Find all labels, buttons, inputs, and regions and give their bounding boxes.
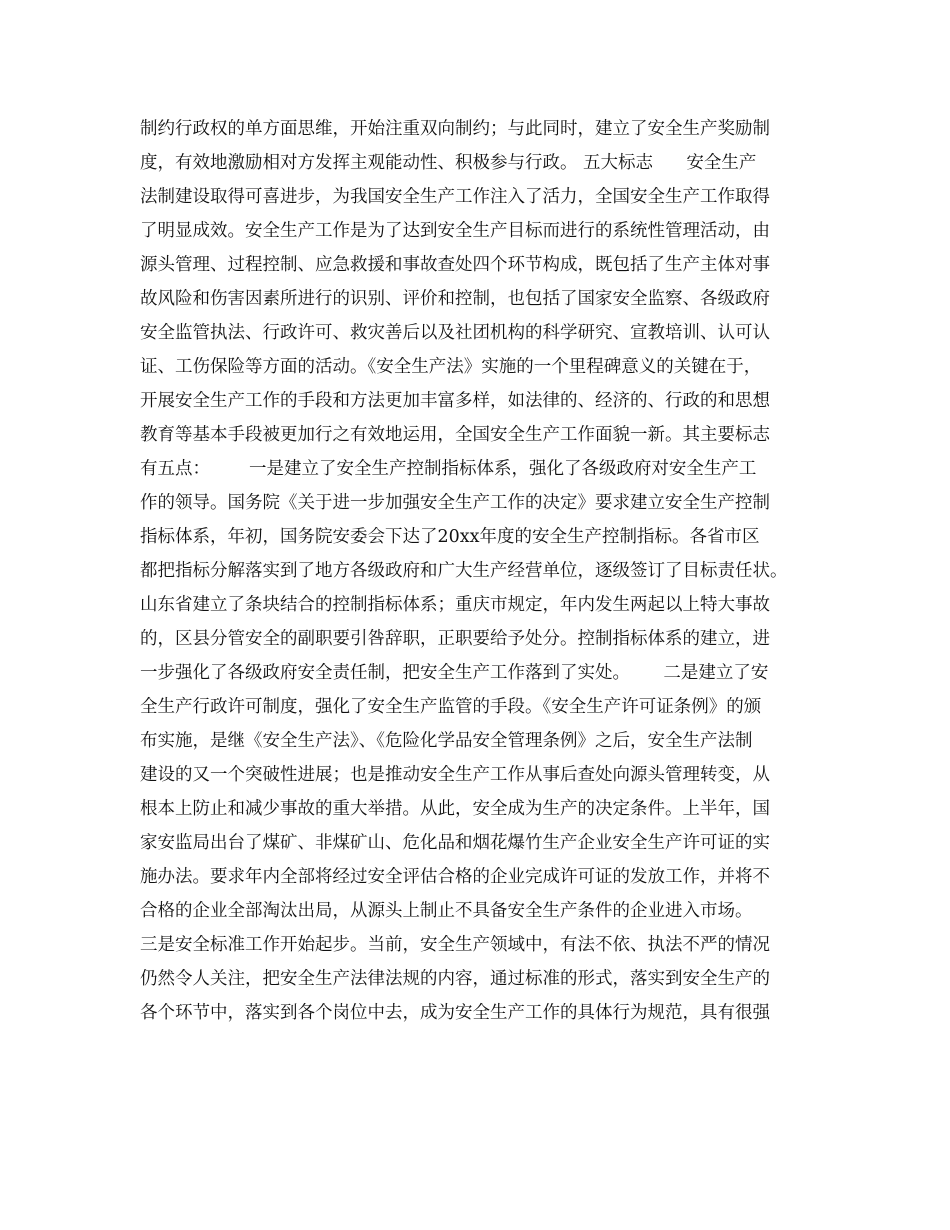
- text-line: 一步强化了各级政府安全责任制，把安全生产工作落到了实处。 二是建立了安: [140, 663, 769, 683]
- text-line: 仍然令人关注，把安全生产法律法规的内容，通过标准的形式，落实到安全生产的: [140, 969, 770, 989]
- text-line: 安全监管执法、行政许可、救灾善后以及社团机构的科学研究、宣教培训、认可认: [140, 323, 770, 343]
- text-line: 各个环节中，落实到各个岗位中去，成为安全生产工作的具体行为规范，具有很强: [140, 1003, 770, 1023]
- text-line: 全生产行政许可制度，强化了安全生产监管的手段。《安全生产许可证条例》的颁: [140, 697, 762, 717]
- text-line: 法制建设取得可喜进步，为我国安全生产工作注入了活力，全国安全生产工作取得: [140, 187, 770, 207]
- text-line: 家安监局出台了煤矿、非煤矿山、危化品和烟花爆竹生产企业安全生产许可证的实: [140, 833, 770, 853]
- text-line: 布实施，是继《安全生产法》、《危险化学品安全管理条例》之后，安全生产法制: [140, 731, 753, 751]
- text-line: 源头管理、过程控制、应急救援和事故查处四个环节构成，既包括了生产主体对事: [140, 255, 770, 275]
- text-line: 制约行政权的单方面思维，开始注重双向制约；与此同时，建立了安全生产奖励制: [140, 119, 770, 139]
- text-line: 度，有效地激励相对方发挥主观能动性、积极参与行政。 五大标志 安全生产: [140, 153, 757, 173]
- text-line: 山东省建立了条块结合的控制指标体系；重庆市规定，年内发生两起以上特大事故: [140, 595, 770, 615]
- text-line: 教育等基本手段被更加行之有效地运用，全国安全生产工作面貌一新。其主要标志: [140, 425, 770, 445]
- text-line: 证、工伤保险等方面的活动。《安全生产法》实施的一个里程碑意义的关键在于，: [140, 357, 762, 377]
- text-line: 建设的又一个突破性进展；也是推动安全生产工作从事后查处向源头管理转变，从: [140, 765, 770, 785]
- text-line: 了明显成效。安全生产工作是为了达到安全生产目标而进行的系统性管理活动，由: [140, 221, 770, 241]
- text-line: 施办法。要求年内全部将经过安全评估合格的企业完成许可证的发放工作，并将不: [140, 867, 770, 887]
- text-line: 的，区县分管安全的副职要引咎辞职，正职要给予处分。控制指标体系的建立，进: [140, 629, 770, 649]
- text-line: 故风险和伤害因素所进行的识别、评价和控制，也包括了国家安全监察、各级政府: [140, 289, 770, 309]
- text-line: 都把指标分解落实到了地方各级政府和广大生产经营单位，逐级签订了目标责任状。: [140, 561, 788, 581]
- text-line: 合格的企业全部淘汰出局，从源头上制止不具备安全生产条件的企业进入市场。: [140, 901, 753, 921]
- body-text: [140, 112, 820, 1030]
- text-line: 开展安全生产工作的手段和方法更加丰富多样，如法律的、经济的、行政的和思想: [140, 391, 770, 411]
- text-line: 作的领导。国务院《关于进一步加强安全生产工作的决定》要求建立安全生产控制: [140, 493, 770, 513]
- text-line: 有五点： 一是建立了安全生产控制指标体系，强化了各级政府对安全生产工: [140, 459, 757, 479]
- text-line: 三是安全标准工作开始起步。当前，安全生产领域中，有法不依、执法不严的情况: [140, 935, 770, 955]
- text-line: 指标体系，年初，国务院安委会下达了20xx年度的安全生产控制指标。各省市区: [140, 527, 760, 547]
- text-line: 根本上防止和减少事故的重大举措。从此，安全成为生产的决定条件。上半年，国: [140, 799, 770, 819]
